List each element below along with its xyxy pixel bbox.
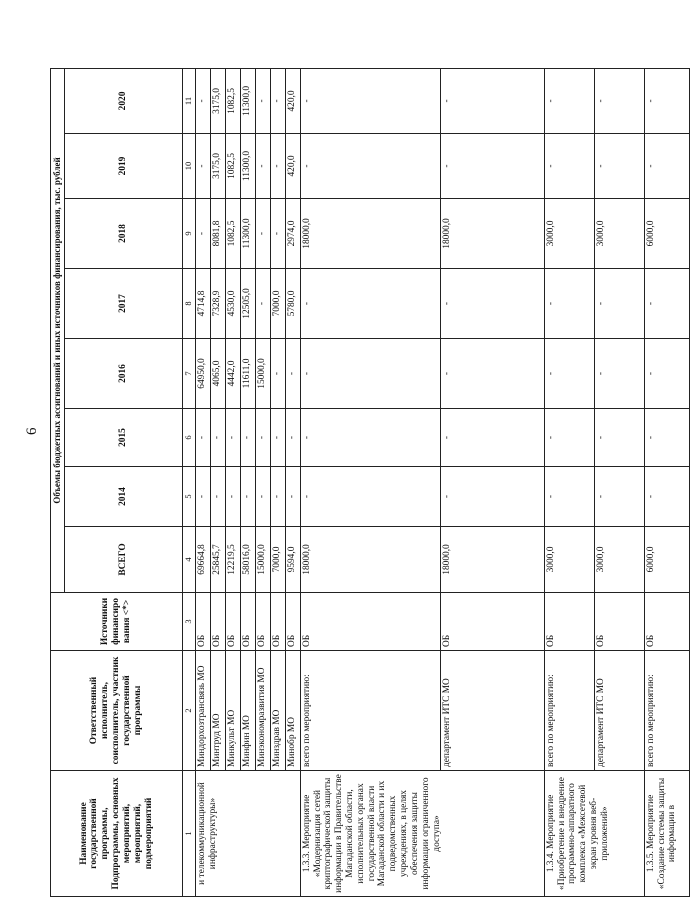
funding-source: ОБ [544,593,594,651]
year-value: - [544,134,594,199]
header-year: 2016 [65,339,183,409]
year-value: - [300,339,440,409]
year-value: - [255,199,270,269]
executor: всего по мероприятию: [300,651,440,771]
year-value: 3000,0 [594,199,644,269]
year-value: - [594,269,644,339]
year-value: - [195,199,210,269]
funding-source: ОБ [240,593,255,651]
executor: всего по мероприятию: [644,651,689,771]
year-value: 7000,0 [270,269,285,339]
total-value: 18000,0 [300,527,440,593]
year-value: - [270,409,285,467]
funding-source: ОБ [225,593,240,651]
year-value: 3175,0 [210,134,225,199]
year-value: 12505,0 [240,269,255,339]
year-value: - [285,467,300,527]
header-year: 2020 [65,68,183,133]
table-row [644,68,689,896]
funding-source: ОБ [300,593,440,651]
year-value: - [594,68,644,133]
year-value: - [594,409,644,467]
year-value: - [594,134,644,199]
year-value: - [440,409,544,467]
year-value: - [440,269,544,339]
executor: Минэкономразвития МО [255,651,270,771]
table-row [544,68,594,896]
table-row [300,68,440,896]
year-value: - [440,134,544,199]
header-source: Источники финансиро вания <*> [51,593,183,651]
funding-source: ОБ [644,593,689,651]
year-value: - [240,467,255,527]
header-year: 2014 [65,467,183,527]
year-value: - [255,269,270,339]
year-value: - [544,339,594,409]
total-value: 3000,0 [544,527,594,593]
year-value: - [544,409,594,467]
index-cell: 5 [183,467,196,527]
year-value: - [255,68,270,133]
funding-source: ОБ [285,593,300,651]
executor: Минобр МО [285,651,300,771]
year-value: - [594,467,644,527]
funding-source: ОБ [195,593,210,651]
funding-source: ОБ [255,593,270,651]
funding-source: ОБ [594,593,644,651]
funding-source: ОБ [270,593,285,651]
year-value: - [644,467,689,527]
year-value: 3000,0 [544,199,594,269]
executor: Миндорхозтрансвязь МО [195,651,210,771]
index-cell: 2 [183,651,196,771]
year-value: - [195,467,210,527]
year-value: - [300,467,440,527]
year-value: - [285,409,300,467]
year-value: - [440,68,544,133]
year-value: - [544,68,594,133]
year-value: - [644,269,689,339]
year-value: - [195,409,210,467]
header-volumes: Объемы бюджетных ассигнований и иных источников финансирования, тыс. рублей [51,68,65,592]
year-value: 15000,0 [255,339,270,409]
year-value: - [210,467,225,527]
header-year: 2015 [65,409,183,467]
year-value: - [270,199,285,269]
index-cell: 9 [183,199,196,269]
total-value: 9594,0 [285,527,300,593]
year-value: - [270,467,285,527]
program-name: 1.3.4. Мероприятие «Приобретение и внедрение программно-аппаратного комплекса «Межсетевой экран уровня веб-приложений» [544,771,644,897]
executor: всего по мероприятию: [544,651,594,771]
year-value: - [300,409,440,467]
year-value: - [285,339,300,409]
program-name: 1.3.3. Мероприятие «Модернизация сетей криптографической защиты информации в Правительстве Магаданской области, исполнительных органах государственной власти Магаданской области и их подведомственных учреждениях, в целях обеспечения защиты информации ограниченного доступа» [300,771,544,897]
year-value: 420,0 [285,68,300,133]
year-value: - [300,134,440,199]
table-body [183,68,690,896]
index-row [183,68,196,896]
year-value: 7328,9 [210,269,225,339]
executor: Минздрав МО [270,651,285,771]
index-cell: 7 [183,339,196,409]
year-value: - [644,68,689,133]
total-value: 69664,8 [195,527,210,593]
program-name: и телекоммуникационной инфраструктуры» [195,771,300,897]
year-value: 4065,0 [210,339,225,409]
year-value: - [195,134,210,199]
year-value: - [240,409,255,467]
year-value: 4714,8 [195,269,210,339]
year-value: 2974,0 [285,199,300,269]
index-cell: 6 [183,409,196,467]
year-value: 1082,5 [225,199,240,269]
header-name: Наименование государственной программы, Подпрограммы, основных мероприятий, мероприятий, подмероприятий [51,771,183,897]
program-name: 1.3.5. Мероприятие «Создание системы защиты информации в [644,771,689,897]
total-value: 6000,0 [644,527,689,593]
year-value: 8081,8 [210,199,225,269]
year-value: - [255,409,270,467]
executor: Минфин МО [240,651,255,771]
year-value: 18000,0 [440,199,544,269]
index-cell: 4 [183,527,196,593]
year-value: - [544,269,594,339]
total-value: 7000,0 [270,527,285,593]
year-value: - [300,269,440,339]
year-value: 18000,0 [300,199,440,269]
header-responsible: Ответственный исполнитель, соисполнитель, участник государственной программы [51,651,183,771]
year-value: 3175,0 [210,68,225,133]
year-value: - [440,467,544,527]
year-value: 11300,0 [240,134,255,199]
index-cell: 11 [183,68,196,133]
total-value: 25845,7 [210,527,225,593]
year-value: - [644,134,689,199]
funding-source: ОБ [210,593,225,651]
header-year: 2018 [65,199,183,269]
year-value: - [225,467,240,527]
index-cell: 10 [183,134,196,199]
year-value: - [594,339,644,409]
year-value: 4442,0 [225,339,240,409]
total-value: 12219,5 [225,527,240,593]
total-value: 58016,0 [240,527,255,593]
total-value: 18000,0 [440,527,544,593]
year-value: 4530,0 [225,269,240,339]
funding-source: ОБ [440,593,544,651]
executor: департамент ИТС МО [440,651,544,771]
executor: Минтруд МО [210,651,225,771]
page-number: 6 [24,427,40,435]
total-value: 15000,0 [255,527,270,593]
year-value: - [644,409,689,467]
index-cell: 1 [183,771,196,897]
year-value: - [300,68,440,133]
year-value: - [270,339,285,409]
index-cell: 8 [183,269,196,339]
year-value: 5780,0 [285,269,300,339]
year-value: - [270,68,285,133]
year-value: - [255,134,270,199]
year-value: - [270,134,285,199]
year-value: - [210,409,225,467]
year-value: - [255,467,270,527]
executor: департамент ИТС МО [594,651,644,771]
year-value: 1082,5 [225,134,240,199]
index-cell: 3 [183,593,196,651]
year-value: 1082,5 [225,68,240,133]
header-year-total: ВСЕГО [65,527,183,593]
year-value: 11611,0 [240,339,255,409]
year-value: 420,0 [285,134,300,199]
year-value: 64950,0 [195,339,210,409]
financing-table [50,68,690,897]
total-value: 3000,0 [594,527,644,593]
year-value: 11300,0 [240,199,255,269]
header-year: 2019 [65,134,183,199]
year-value: - [225,409,240,467]
year-value: - [195,68,210,133]
year-value: - [544,467,594,527]
year-value: 6000,0 [644,199,689,269]
year-value: - [644,339,689,409]
header-year: 2017 [65,269,183,339]
table-row [195,68,210,896]
executor: Минкульт МО [225,651,240,771]
year-value: 11300,0 [240,68,255,133]
year-value: - [440,339,544,409]
